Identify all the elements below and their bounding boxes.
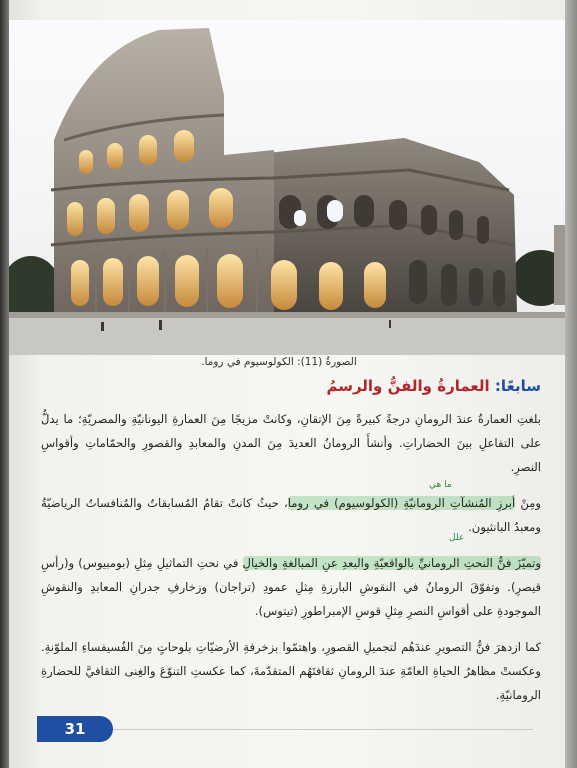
footer-rule [113,729,533,730]
section-number: سابعًا: [494,377,541,395]
paragraph-monuments-start: ومِنْ [515,496,541,510]
text-content [41,377,541,719]
colosseum-photo [9,20,565,355]
section-title: العمارةُ والفنُّ والرسمُ [326,377,490,395]
textbook-page [9,0,565,768]
section-heading [41,377,541,397]
paragraph-painting: كما ازدهرَ فنُّ التصويرِ عندَهُم لتجميلِ القصورِ، واهتمّوا بزخرفةِ الأرضيّاتِ بلوحاتٍ مِنَ الفُسيفساءِ الملوّنةِ. وعكستْ مظاهرُ الحياةِ العامّةِ عندَ الرومانِ ثقافتَهُم المتقدّمةَ، كما عكستِ التنوّعَ والغِنى الثقافيَّ للحضارةِ الرومانيّةِ. [41,640,541,702]
paragraph-monuments-end: ، حيثُ كانتْ تقامُ المُسابقاتُ والمُنافساتُ الرياضيّةُ ومعبدُ البانثيون. [41,496,541,534]
handwritten-note-what: ما هي [429,480,452,490]
highlighted-phrase-sculpture: وتميّزَ فنُّ النحتِ الرومانيِّ بالواقعيّةِ والبعدِ عنِ المبالغةِ والخيالِ [242,556,541,570]
figure-caption: الصورةُ (11): الكولوسيوم في روما. [201,356,357,368]
colosseum-illustration [9,20,565,355]
paragraph-sculpture [41,551,541,623]
page-number-badge: 31 [37,716,113,742]
paragraph-architecture: بلغتِ العمارةُ عندَ الرومانِ درجةً كبيرةً مِنَ الإتقانِ، وكانتْ مزيجًا مِنَ العمارةِ اليونانيّةِ والمصريّةِ؛ ما يدلُّ على التفاعلِ بينَ الحضاراتِ. وأنشأَ الرومانُ العديدَ مِنَ المدنِ والمعابدِ والقصورِ والحمّاماتِ وأقواسِ النصرِ. [41,412,541,474]
paragraph-sculpture-end: في نحتِ التماثيلِ مِثلِ (بومبيوس) و(رأسِ قيصرِ). وتفوّقَ الرومانُ في النقوشِ البارزةِ مِثلِ عمودِ (تراجان) وزخارفِ جدرانِ المعابدِ والنقوشِ الموجودةِ على أقواسِ النصرِ مِثلِ قوسِ الإمبراطورِ (تيتوس). [41,556,541,618]
handwritten-note-explain: علل [449,533,465,543]
highlighted-phrase-colosseum: أبرزِ المُنشآتِ الرومانيّةِ (الكولوسيوم) في روما [287,496,516,510]
page-edge [565,0,577,768]
book-gutter [0,0,9,768]
paragraph-monuments [41,491,541,539]
